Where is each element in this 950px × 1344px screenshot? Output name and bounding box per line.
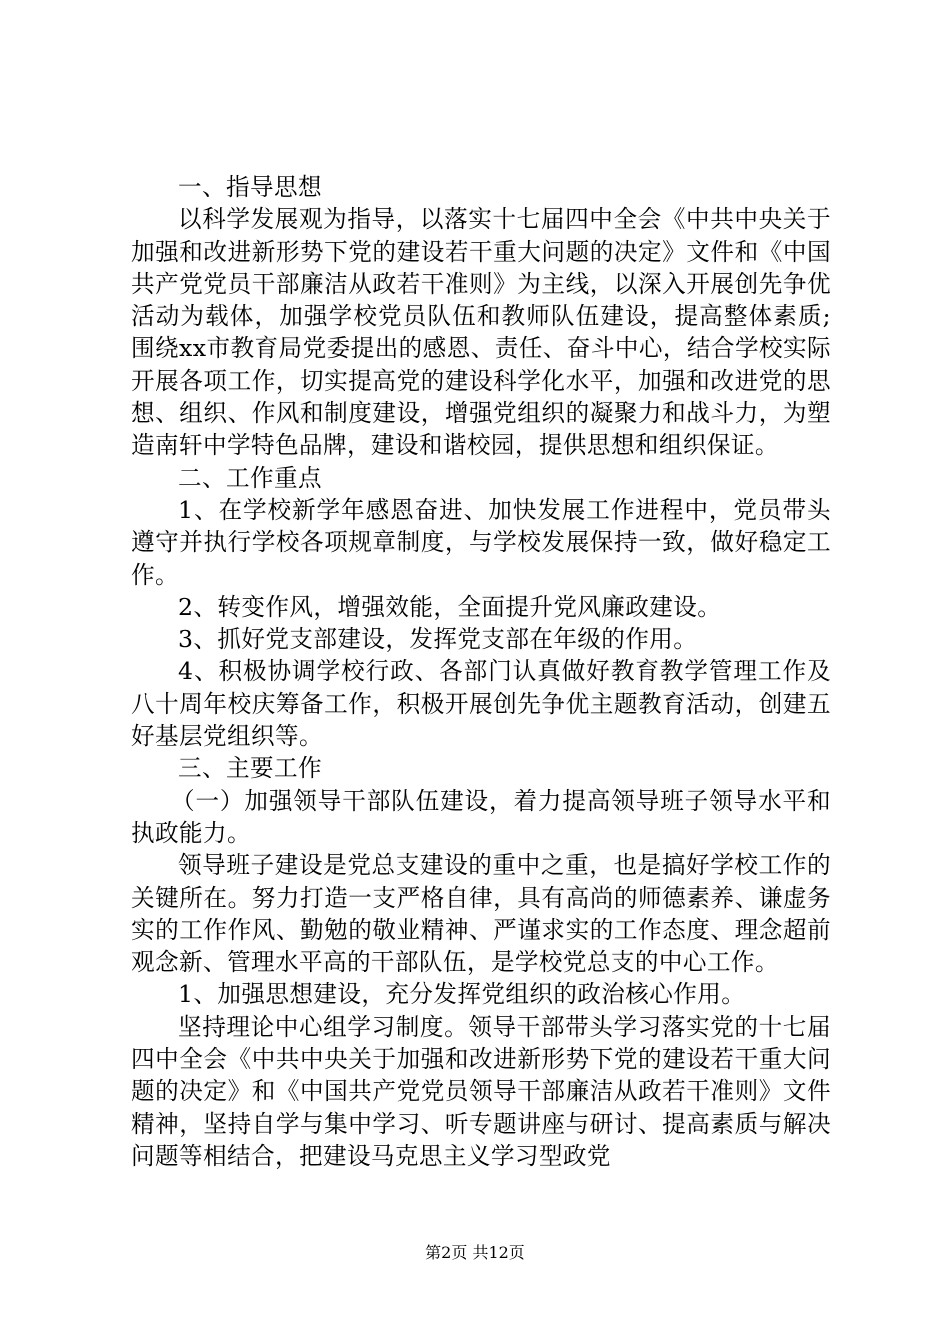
list-item-focus-3: 3、抓好党支部建设，发挥党支部在年级的作用。 [178, 625, 698, 654]
subheading-leadership-team: （一）加强领导干部队伍建设，着力提高领导班子领导水平和执政能力。 [131, 786, 831, 847]
list-item-focus-4: 4、积极协调学校行政、各部门认真做好教育教学管理工作及八十周年校庆筹备工作，积极开展创先争优主题教育活动，创建五好基层党组织等。 [131, 657, 831, 751]
list-item-focus-2: 2、转变作风，增强效能，全面提升党风廉政建设。 [178, 592, 722, 621]
paragraph-theory-study: 坚持理论中心组学习制度。领导干部带头学习落实党的十七届四中全会《中共中央关于加强和改进新形势下党的建设若干重大问题的决定》和《中国共产党党员领导干部廉洁从政若干准则》文件精神，坚持自学与集中学习、听专题讲座与研讨、提高素质与解决问题等相结合，把建设马克思主义学习型政党 [131, 1012, 831, 1170]
document-body [131, 171, 831, 1172]
section-heading-work-focus: 二、工作重点 [178, 463, 322, 492]
paragraph-guiding-ideology: 以科学发展观为指导，以落实十七届四中全会《中共中央关于加强和改进新形势下党的建设若干重大问题的决定》文件和《中国共产党党员干部廉洁从政若干准则》为主线，以深入开展创先争优活动为载体，加强学校党员队伍和教师队伍建设，提高整体素质;围绕xx市教育局党委提出的感恩、责任、奋斗中心，结合学校实际开展各项工作，切实提高党的建设科学化水平，加强和改进党的思想、组织、作风和制度建设，增强党组织的凝聚力和战斗力，为塑造南轩中学特色品牌，建设和谐校园，提供思想和组织保证。 [131, 205, 831, 460]
page-number-footer: 第2页 共12页 [425, 1243, 525, 1262]
paragraph-leadership-team: 领导班子建设是党总支建设的重中之重，也是搞好学校工作的关键所在。努力打造一支严格自律，具有高尚的师德素养、谦虚务实的工作作风、勤勉的敬业精神、严谨求实的工作态度、理念超前观念新、管理水平高的干部队伍，是学校党总支的中心工作。 [131, 851, 831, 977]
list-item-focus-1: 1、在学校新学年感恩奋进、加快发展工作进程中，党员带头遵守并执行学校各项规章制度，与学校发展保持一致，做好稳定工作。 [131, 495, 831, 589]
list-item-ideology-building: 1、加强思想建设，充分发挥党组织的政治核心作用。 [178, 980, 746, 1009]
section-heading-main-work: 三、主要工作 [178, 754, 322, 783]
section-heading-guiding-ideology: 一、指导思想 [178, 173, 322, 201]
